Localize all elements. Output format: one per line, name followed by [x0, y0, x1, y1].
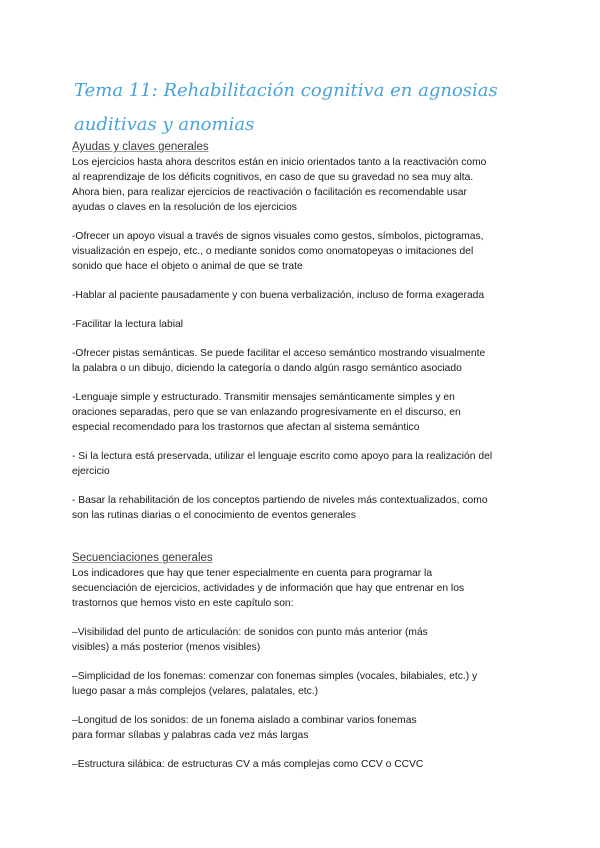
list-item: –Longitud de los sonidos: de un fonema aislado a combinar varios fonemas para formar sílabas y palabras cada vez más largas	[72, 715, 417, 741]
list-item: –Visibilidad del punto de articulación: de sonidos con punto más anterior (más visibles) a más posterior (menos visibles)	[72, 627, 428, 653]
list-item: -Facilitar la lectura labial	[72, 319, 184, 330]
list-item: -Ofrecer un apoyo visual a través de signos visuales como gestos, símbolos, pictogramas, visualización en espejo, etc., o mediante sonidos como onomatopeyas o imitaciones del sonido que hace el objeto o animal de que se trate	[72, 231, 484, 272]
section-intro: Los indicadores que hay que tener especialmente en cuenta para programar la secuenciación de ejercicios, actividades y de información que hay que entrenar en los trastornos que hemos visto en este capítulo son:	[72, 568, 465, 609]
list-item: –Simplicidad de los fonemas: comenzar con fonemas simples (vocales, bilabiales, etc.) y luego pasar a más complejos (velares, palatales, etc.)	[72, 671, 478, 697]
list-item: -Lenguaje simple y estructurado. Transmitir mensajes semánticamente simples y en oraciones separadas, pero que se van enlazando progresivamente en el discurso, en especial recomendado para los trastornos que afectan al sistema semántico	[72, 392, 461, 433]
list-item: - Basar la rehabilitación de los conceptos partiendo de niveles más contextualizados, como son las rutinas diarias o el conocimiento de eventos generales	[72, 495, 488, 521]
list-item: -Hablar al paciente pausadamente y con buena verbalización, incluso de forma exagerada	[72, 290, 485, 301]
list-item: -Ofrecer pistas semánticas. Se puede facilitar el acceso semántico mostrando visualmente la palabra o un dibujo, diciendo la categoría o dando algún rasgo semántico asociado	[72, 348, 486, 374]
page-title: Tema 11: Rehabilitación cognitiva en agnosias auditivas y anomias	[74, 80, 498, 135]
section-intro: Los ejercicios hasta ahora descritos están en inicio orientados tanto a la reactivación como al reaprendizaje de los déficits cognitivos, en caso de que su gravedad no sea muy alta. Ahora bien, para realizar ejercicios de reactivación o facilitación es recomendable usar ayudas o claves en la resolución de los ejercicios	[72, 157, 487, 213]
document-body	[72, 140, 532, 772]
list-item: - Si la lectura está preservada, utilizar el lenguaje escrito como apoyo para la realización del ejercicio	[72, 451, 493, 477]
section-heading-ayudas: Ayudas y claves generales	[72, 141, 209, 153]
list-item: –Estructura silábica: de estructuras CV a más complejas como CCV o CCVC	[72, 759, 424, 770]
section-heading-secuenciaciones: Secuenciaciones generales	[72, 552, 213, 564]
section-spacer	[72, 537, 532, 551]
